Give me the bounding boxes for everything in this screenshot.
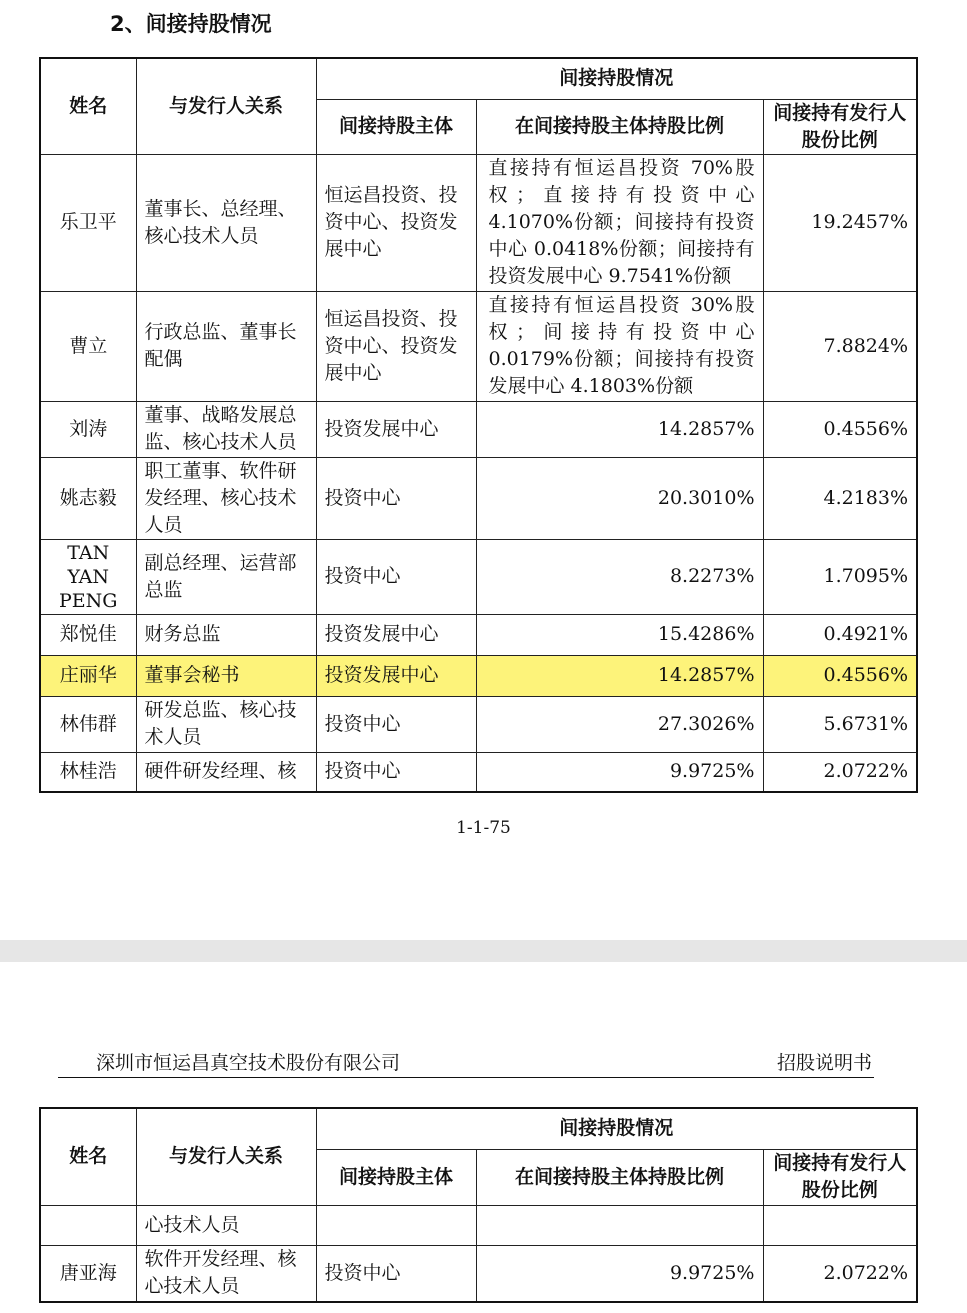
cell-ratio-in-issuer: 2.0722% <box>763 1245 917 1302</box>
cell-ratio-in-entity: 14.2857% <box>476 655 763 696</box>
section-heading: 2、间接持股情况 <box>110 12 272 36</box>
cell-relation: 心技术人员 <box>136 1205 316 1245</box>
cell-relation: 硬件研发经理、核 <box>136 752 316 792</box>
table-row <box>40 1205 917 1245</box>
cell-ratio-in-issuer: 2.0722% <box>763 752 917 792</box>
cell-relation: 董事会秘书 <box>136 655 316 696</box>
cell-ratio-in-entity: 9.9725% <box>476 752 763 792</box>
cell-ratio-in-entity: 14.2857% <box>476 401 763 457</box>
cell-name <box>40 1205 136 1245</box>
cell-name: 曹立 <box>40 291 136 401</box>
table-row <box>40 154 917 291</box>
cell-ratio-in-entity: 27.3026% <box>476 696 763 752</box>
cell-name: 乐卫平 <box>40 154 136 291</box>
cell-entity: 投资发展中心 <box>316 401 476 457</box>
cell-name: 刘涛 <box>40 401 136 457</box>
header-ratio-in-entity: 在间接持股主体持股比例 <box>476 99 763 154</box>
cell-entity: 投资中心 <box>316 457 476 539</box>
table-row <box>40 457 917 539</box>
page-separator <box>0 940 967 962</box>
table-row <box>40 1245 917 1302</box>
cell-relation: 职工董事、软件研发经理、核心技术人员 <box>136 457 316 539</box>
cell-ratio-in-issuer <box>763 1205 917 1245</box>
header-ratio-in-entity: 在间接持股主体持股比例 <box>476 1149 763 1205</box>
cell-ratio-in-entity: 15.4286% <box>476 614 763 655</box>
header-ratio-in-issuer: 间接持有发行人股份比例 <box>763 1149 917 1205</box>
cell-name: 郑悦佳 <box>40 614 136 655</box>
cell-ratio-in-entity: 直接持有恒运昌投资 70%股权；直接持有投资中心 4.1070%份额；间接持有投资中心 0.0418%份额；间接持有投资发展中心 9.7541%份额 <box>476 154 763 291</box>
cell-entity: 投资中心 <box>316 752 476 792</box>
document-title: 招股说明书 <box>776 1052 872 1074</box>
cell-name: 林桂浩 <box>40 752 136 792</box>
cell-ratio-in-entity <box>476 1205 763 1245</box>
header-relation: 与发行人关系 <box>136 58 316 154</box>
cell-entity: 投资发展中心 <box>316 614 476 655</box>
cell-relation: 行政总监、董事长配偶 <box>136 291 316 401</box>
cell-relation: 董事长、总经理、核心技术人员 <box>136 154 316 291</box>
header-indirect-group: 间接持股情况 <box>316 58 917 99</box>
cell-relation: 研发总监、核心技术人员 <box>136 696 316 752</box>
cell-ratio-in-issuer: 1.7095% <box>763 539 917 614</box>
header-name: 姓名 <box>40 58 136 154</box>
running-header <box>58 1046 874 1078</box>
cell-relation: 财务总监 <box>136 614 316 655</box>
cell-relation: 董事、战略发展总监、核心技术人员 <box>136 401 316 457</box>
cell-entity: 投资中心 <box>316 539 476 614</box>
cell-entity: 恒运昌投资、投资中心、投资发展中心 <box>316 291 476 401</box>
table-row <box>40 696 917 752</box>
header-relation: 与发行人关系 <box>136 1108 316 1205</box>
cell-ratio-in-entity: 直接持有恒运昌投资 30%股权；间接持有投资中心 0.0179%份额；间接持有投资发展中心 4.1803%份额 <box>476 291 763 401</box>
cell-ratio-in-entity: 9.9725% <box>476 1245 763 1302</box>
cell-entity: 投资中心 <box>316 696 476 752</box>
cell-ratio-in-entity: 8.2273% <box>476 539 763 614</box>
cell-name: 庄丽华 <box>40 655 136 696</box>
cell-ratio-in-entity: 20.3010% <box>476 457 763 539</box>
header-indirect-group: 间接持股情况 <box>316 1108 917 1149</box>
cell-entity: 投资中心 <box>316 1245 476 1302</box>
indirect-holdings-table-continued <box>39 1107 918 1303</box>
cell-relation: 软件开发经理、核心技术人员 <box>136 1245 316 1302</box>
cell-name: 姚志毅 <box>40 457 136 539</box>
cell-ratio-in-issuer: 0.4556% <box>763 401 917 457</box>
company-name: 深圳市恒运昌真空技术股份有限公司 <box>96 1052 401 1074</box>
table-row <box>40 401 917 457</box>
cell-ratio-in-issuer: 4.2183% <box>763 457 917 539</box>
header-entity: 间接持股主体 <box>316 99 476 154</box>
cell-entity <box>316 1205 476 1245</box>
table-row <box>40 291 917 401</box>
cell-ratio-in-issuer: 7.8824% <box>763 291 917 401</box>
table-row <box>40 614 917 655</box>
page-number: 1-1-75 <box>456 818 511 838</box>
table-row <box>40 752 917 792</box>
cell-ratio-in-issuer: 19.2457% <box>763 154 917 291</box>
cell-ratio-in-issuer: 5.6731% <box>763 696 917 752</box>
cell-name: 唐亚海 <box>40 1245 136 1302</box>
cell-name: 林伟群 <box>40 696 136 752</box>
header-name: 姓名 <box>40 1108 136 1205</box>
table-row <box>40 539 917 614</box>
cell-entity: 恒运昌投资、投资中心、投资发展中心 <box>316 154 476 291</box>
header-ratio-in-issuer: 间接持有发行人股份比例 <box>763 99 917 154</box>
cell-relation: 副总经理、运营部总监 <box>136 539 316 614</box>
indirect-holdings-table <box>39 57 918 793</box>
table-row-highlighted <box>40 655 917 696</box>
cell-ratio-in-issuer: 0.4556% <box>763 655 917 696</box>
header-entity: 间接持股主体 <box>316 1149 476 1205</box>
cell-entity: 投资发展中心 <box>316 655 476 696</box>
cell-ratio-in-issuer: 0.4921% <box>763 614 917 655</box>
cell-name: TAN YAN PENG <box>40 539 136 614</box>
